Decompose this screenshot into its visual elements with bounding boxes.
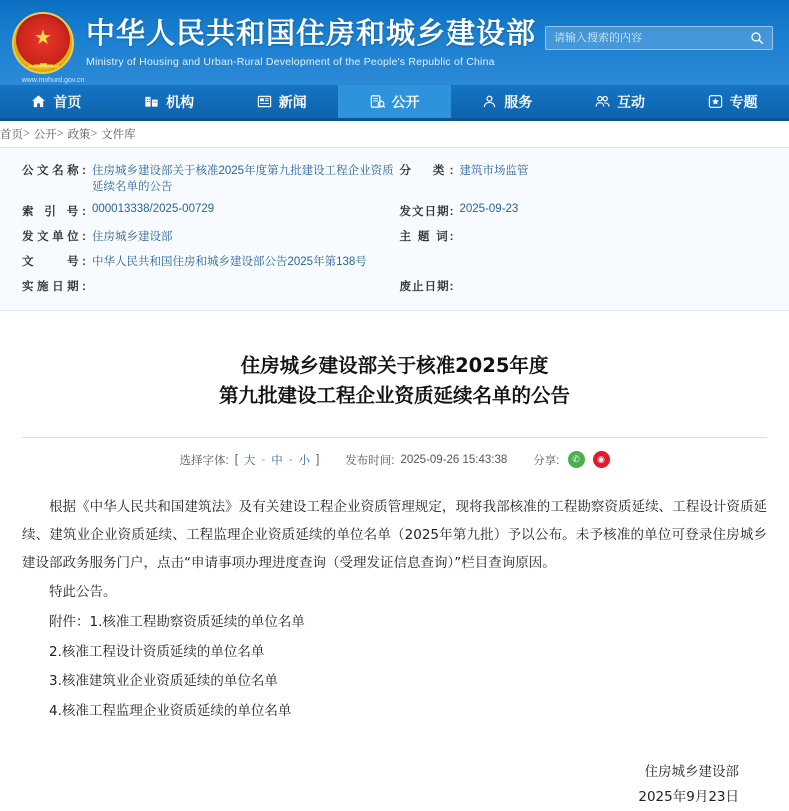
wechat-icon[interactable]: ✆ bbox=[568, 451, 585, 468]
page-title-line1: 住房城乡建设部关于核准2025年度 bbox=[240, 354, 549, 377]
main-navigation bbox=[0, 85, 789, 121]
building-icon bbox=[144, 94, 159, 109]
breadcrumb-item-document-library[interactable]: 文件库 bbox=[101, 129, 136, 141]
nav-item-topics[interactable] bbox=[676, 85, 789, 118]
site-title-block bbox=[86, 17, 536, 68]
document-meta-panel bbox=[0, 148, 789, 311]
font-size-medium-button[interactable]: 中 bbox=[271, 454, 283, 467]
meta-key-doc-number: 文 号: bbox=[22, 256, 86, 268]
nav-item-open[interactable] bbox=[338, 85, 451, 118]
news-icon bbox=[257, 94, 272, 109]
bracket-open: [ bbox=[234, 453, 238, 466]
site-header bbox=[0, 0, 789, 85]
meta-value-effective-date bbox=[92, 278, 400, 294]
attachment-item-3[interactable]: 3.核准建筑业企业资质延续的单位名单 bbox=[49, 673, 278, 690]
page-title bbox=[22, 351, 767, 411]
toolbar-dash: - bbox=[288, 453, 293, 466]
search-box[interactable] bbox=[545, 26, 773, 50]
publish-time-label: 发布时间: bbox=[345, 454, 395, 467]
breadcrumb-separator: > bbox=[23, 128, 30, 140]
open-doc-icon bbox=[370, 94, 385, 109]
meta-key-category: 分 类: bbox=[399, 165, 454, 177]
meta-key-blank bbox=[400, 253, 460, 269]
nav-label: 新闻 bbox=[278, 94, 307, 111]
site-title-en: Ministry of Housing and Urban-Rural Development of the People's Republic of China bbox=[86, 56, 495, 69]
star-topic-icon bbox=[708, 94, 723, 109]
meta-key-subject-words: 主 题 词: bbox=[399, 231, 454, 243]
nav-item-home[interactable] bbox=[0, 85, 113, 118]
breadcrumb-item-home[interactable]: 首页 bbox=[0, 129, 23, 141]
service-person-icon bbox=[482, 94, 497, 109]
document-meta-table bbox=[22, 162, 767, 294]
breadcrumb-separator: > bbox=[56, 128, 64, 140]
meta-value-blank bbox=[460, 253, 768, 269]
nav-label: 互动 bbox=[616, 94, 645, 111]
meta-value-issuing-unit: 住房城乡建设部 bbox=[92, 231, 173, 243]
nav-label: 公开 bbox=[391, 94, 420, 111]
weibo-icon[interactable]: ◉ bbox=[593, 451, 610, 468]
signature-org: 住房城乡建设部 bbox=[644, 763, 739, 780]
nav-item-service[interactable] bbox=[451, 85, 564, 118]
font-size-small-button[interactable]: 小 bbox=[298, 454, 311, 467]
breadcrumb-item-policy[interactable]: 政策 bbox=[67, 129, 91, 141]
attachment-item-1[interactable]: 附件：1.核准工程勘察资质延续的单位名单 bbox=[49, 614, 305, 631]
meta-key-doc-name: 公文名称: bbox=[22, 165, 86, 177]
article-toolbar bbox=[22, 437, 767, 468]
toolbar-dash: - bbox=[261, 453, 266, 466]
emblem-wheat-icon: ▁▂▃▂▁ bbox=[28, 56, 58, 67]
bracket-close: ] bbox=[316, 453, 320, 466]
meta-key-index-no: 索 引 号: bbox=[22, 206, 86, 218]
search-input[interactable] bbox=[546, 32, 742, 44]
paragraph-notice: 特此公告。 bbox=[49, 584, 117, 601]
article-body bbox=[22, 494, 767, 725]
attachment-item-2[interactable]: 2.核准工程设计资质延续的单位名单 bbox=[49, 643, 265, 660]
nav-item-interaction[interactable] bbox=[564, 85, 677, 118]
meta-key-issue-date: 发文日期: bbox=[399, 206, 454, 218]
share-label: 分享: bbox=[533, 454, 560, 467]
national-emblem-icon bbox=[12, 12, 85, 84]
meta-value-index-no: 000013338/2025-00729 bbox=[92, 203, 215, 215]
signature-date: 2025年9月23日 bbox=[638, 789, 739, 806]
meta-value-category: 建筑市场监管 bbox=[459, 165, 529, 177]
meta-value-repeal-date bbox=[460, 278, 768, 294]
emblem-url-text: www.mohurd.gov.cn bbox=[21, 76, 85, 84]
page-title-line2: 第九批建设工程企业资质延续名单的公告 bbox=[218, 384, 570, 408]
nav-item-organization[interactable] bbox=[113, 85, 226, 118]
font-size-large-button[interactable]: 大 bbox=[243, 454, 256, 467]
interaction-icon bbox=[595, 94, 610, 109]
font-size-label: 选择字体: bbox=[179, 454, 229, 467]
meta-key-effective-date: 实施日期: bbox=[22, 281, 86, 293]
site-title-cn: 中华人民共和国住房和城乡建设部 bbox=[86, 15, 537, 50]
meta-key-repeal-date: 废止日期: bbox=[399, 281, 454, 293]
breadcrumb-separator: > bbox=[90, 128, 98, 140]
meta-key-issuing-unit: 发文单位: bbox=[22, 231, 86, 243]
nav-item-news[interactable] bbox=[225, 85, 338, 118]
meta-value-subject-words bbox=[460, 228, 768, 244]
meta-value-doc-number: 中华人民共和国住房和城乡建设部公告2025年第138号 bbox=[92, 256, 367, 268]
signature-block bbox=[22, 760, 767, 811]
nav-label: 首页 bbox=[53, 94, 82, 111]
nav-label: 专题 bbox=[729, 94, 758, 111]
home-icon bbox=[31, 94, 46, 109]
search-button[interactable] bbox=[742, 27, 772, 49]
nav-label: 机构 bbox=[166, 94, 195, 111]
meta-value-doc-name: 住房城乡建设部关于核准2025年度第九批建设工程企业资质延续名单的公告 bbox=[92, 165, 394, 193]
emblem-star-icon: ★ bbox=[34, 26, 52, 49]
nav-label: 服务 bbox=[504, 94, 533, 111]
paragraph-main: 根据《中华人民共和国建筑法》及有关建设工程企业资质管理规定，现将我部核准的工程勘察资质延续、工程设计资质延续、建筑业企业资质延续、工程监理企业资质延续的单位名单（2025年第九批）予以公布。未予核准的单位可登录住房城乡建设部政务服务门户，点击“申请事项办理进度查询（受理发证信息查询）”栏目查询原因。 bbox=[22, 499, 767, 571]
meta-value-issue-date: 2025-09-23 bbox=[459, 203, 519, 215]
publish-time-value: 2025-09-26 15:43:38 bbox=[400, 453, 508, 466]
article bbox=[22, 311, 767, 811]
breadcrumb-item-open[interactable]: 公开 bbox=[33, 129, 57, 141]
attachment-item-4[interactable]: 4.核准工程监理企业资质延续的单位名单 bbox=[49, 703, 292, 720]
breadcrumb bbox=[0, 121, 789, 148]
